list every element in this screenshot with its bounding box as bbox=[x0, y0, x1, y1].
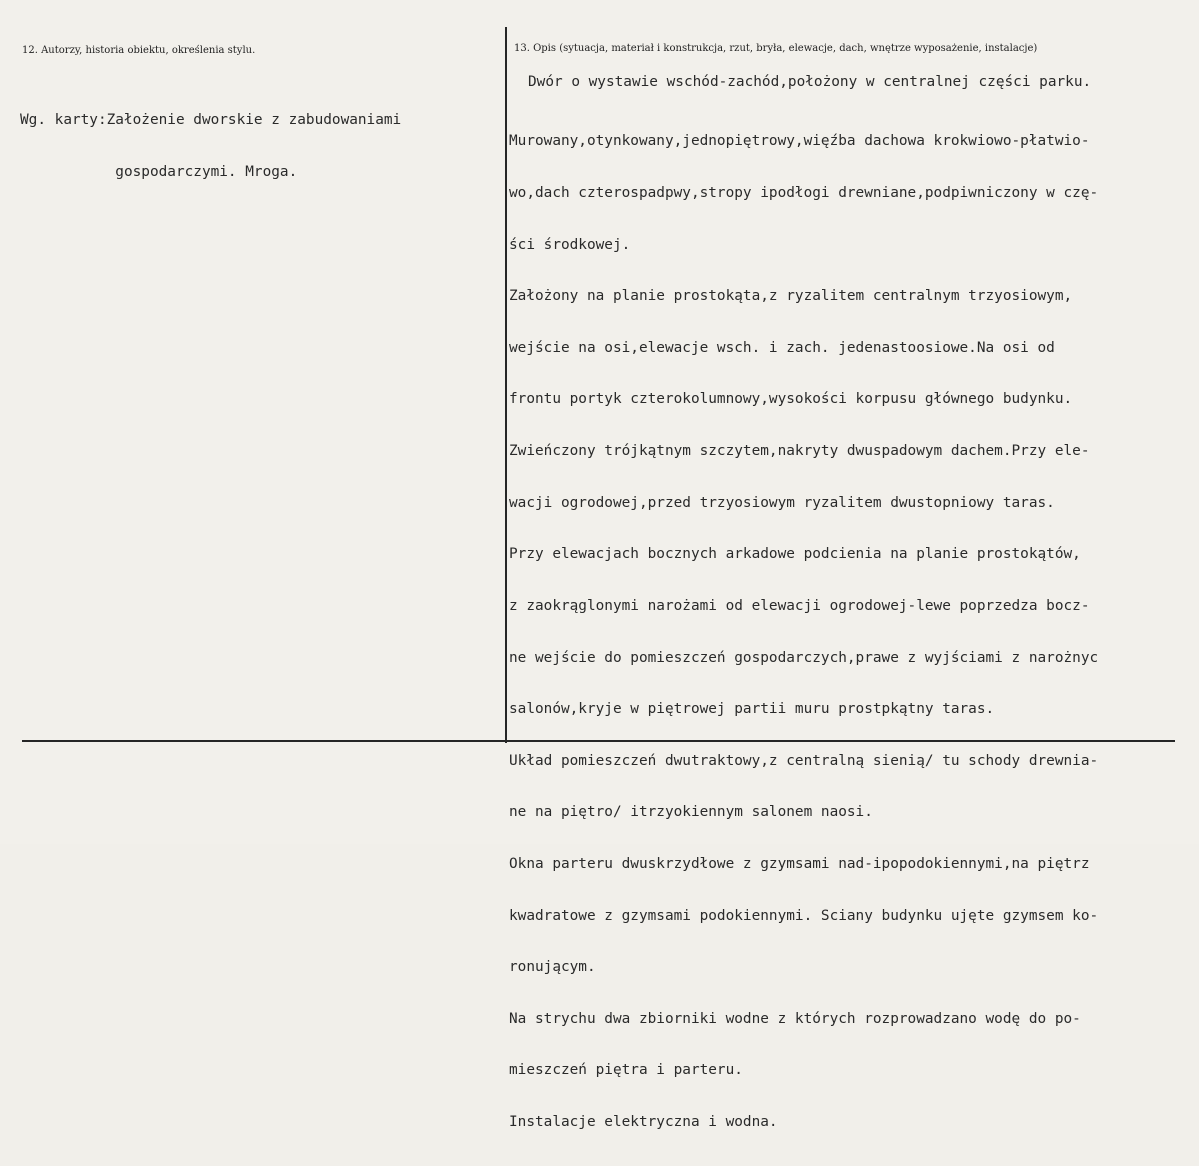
section-12-line: gospodarczymi. Mroga. bbox=[20, 164, 298, 181]
section-13-line: Na strychu dwa zbiorniki wodne z których rozprowadzano wodę do po- bbox=[509, 1010, 1081, 1027]
section-13-line: mieszczeń piętra i parteru. bbox=[509, 1062, 743, 1079]
section-13-line: Okna parteru dwuskrzydłowe z gzymsami nad-ipopodokiennymi,na piętrz bbox=[509, 855, 1090, 872]
section-13-line: ne wejście do pomieszczeń gospodarczych,prawe z wyjściami z narożnyc bbox=[509, 649, 1099, 666]
section-12-line: Wg. karty:Założenie dworskie z zabudowaniami bbox=[20, 112, 402, 129]
section-13-first-line: Dwór o wystawie wschód-zachód,położony w centralnej części parku. bbox=[528, 74, 1092, 90]
section-13-line: Zwieńczony trójkątnym szczytem,nakryty dwuspadowym dachem.Przy ele- bbox=[509, 443, 1090, 460]
section-13-line: Murowany,otynkowany,jednopiętrowy,więźba dachowa krokwiowo-płatwio- bbox=[509, 133, 1090, 150]
section-13-line: wo,dach czterospadpwy,stropy ipodłogi drewniane,podpiwniczony w czę- bbox=[509, 185, 1099, 202]
section-13-line: ści środkowej. bbox=[509, 236, 631, 253]
section-13-line: ne na piętro/ itrzyokiennym salonem naosi. bbox=[509, 804, 873, 821]
column-divider bbox=[505, 27, 507, 743]
section-13-header: 13. Opis (sytuacja, materiał i konstrukcja, rzut, bryła, elewacje, dach, wnętrze wyposażenie, instalacje) bbox=[514, 43, 1038, 54]
section-13-line: salonów,kryje w piętrowej partii muru prostpkątny taras. bbox=[509, 701, 995, 718]
section-13-line: z zaokrąglonymi narożami od elewacji ogrodowej-lewe poprzedza bocz- bbox=[509, 597, 1090, 614]
section-13-line: wacji ogrodowej,przed trzyosiowym ryzalitem dwustopniowy taras. bbox=[509, 494, 1055, 511]
section-12-header: 12. Autorzy, historia obiektu, określenia stylu. bbox=[22, 45, 256, 56]
section-13-line: Założony na planie prostokąta,z ryzalitem centralnym trzyosiowym, bbox=[509, 288, 1073, 305]
section-13-line: Układ pomieszczeń dwutraktowy,z centralną sienią/ tu schody drewnia- bbox=[509, 752, 1099, 769]
section-13-text bbox=[509, 99, 1098, 1166]
section-13-line: Instalacje elektryczna i wodna. bbox=[509, 1113, 778, 1130]
section-13-line: Przy elewacjach bocznych arkadowe podcienia na planie prostokątów, bbox=[509, 546, 1081, 563]
section-13-line: kwadratowe z gzymsami podokiennymi. Sciany budynku ujęte gzymsem ko- bbox=[509, 907, 1099, 924]
section-12-text bbox=[20, 78, 401, 216]
section-13-line: frontu portyk czterokolumnowy,wysokości korpusu głównego budynku. bbox=[509, 391, 1073, 408]
section-13-line: wejście na osi,elewacje wsch. i zach. jedenastoosiowe.Na osi od bbox=[509, 339, 1055, 356]
section-13-line: ronującym. bbox=[509, 959, 596, 976]
